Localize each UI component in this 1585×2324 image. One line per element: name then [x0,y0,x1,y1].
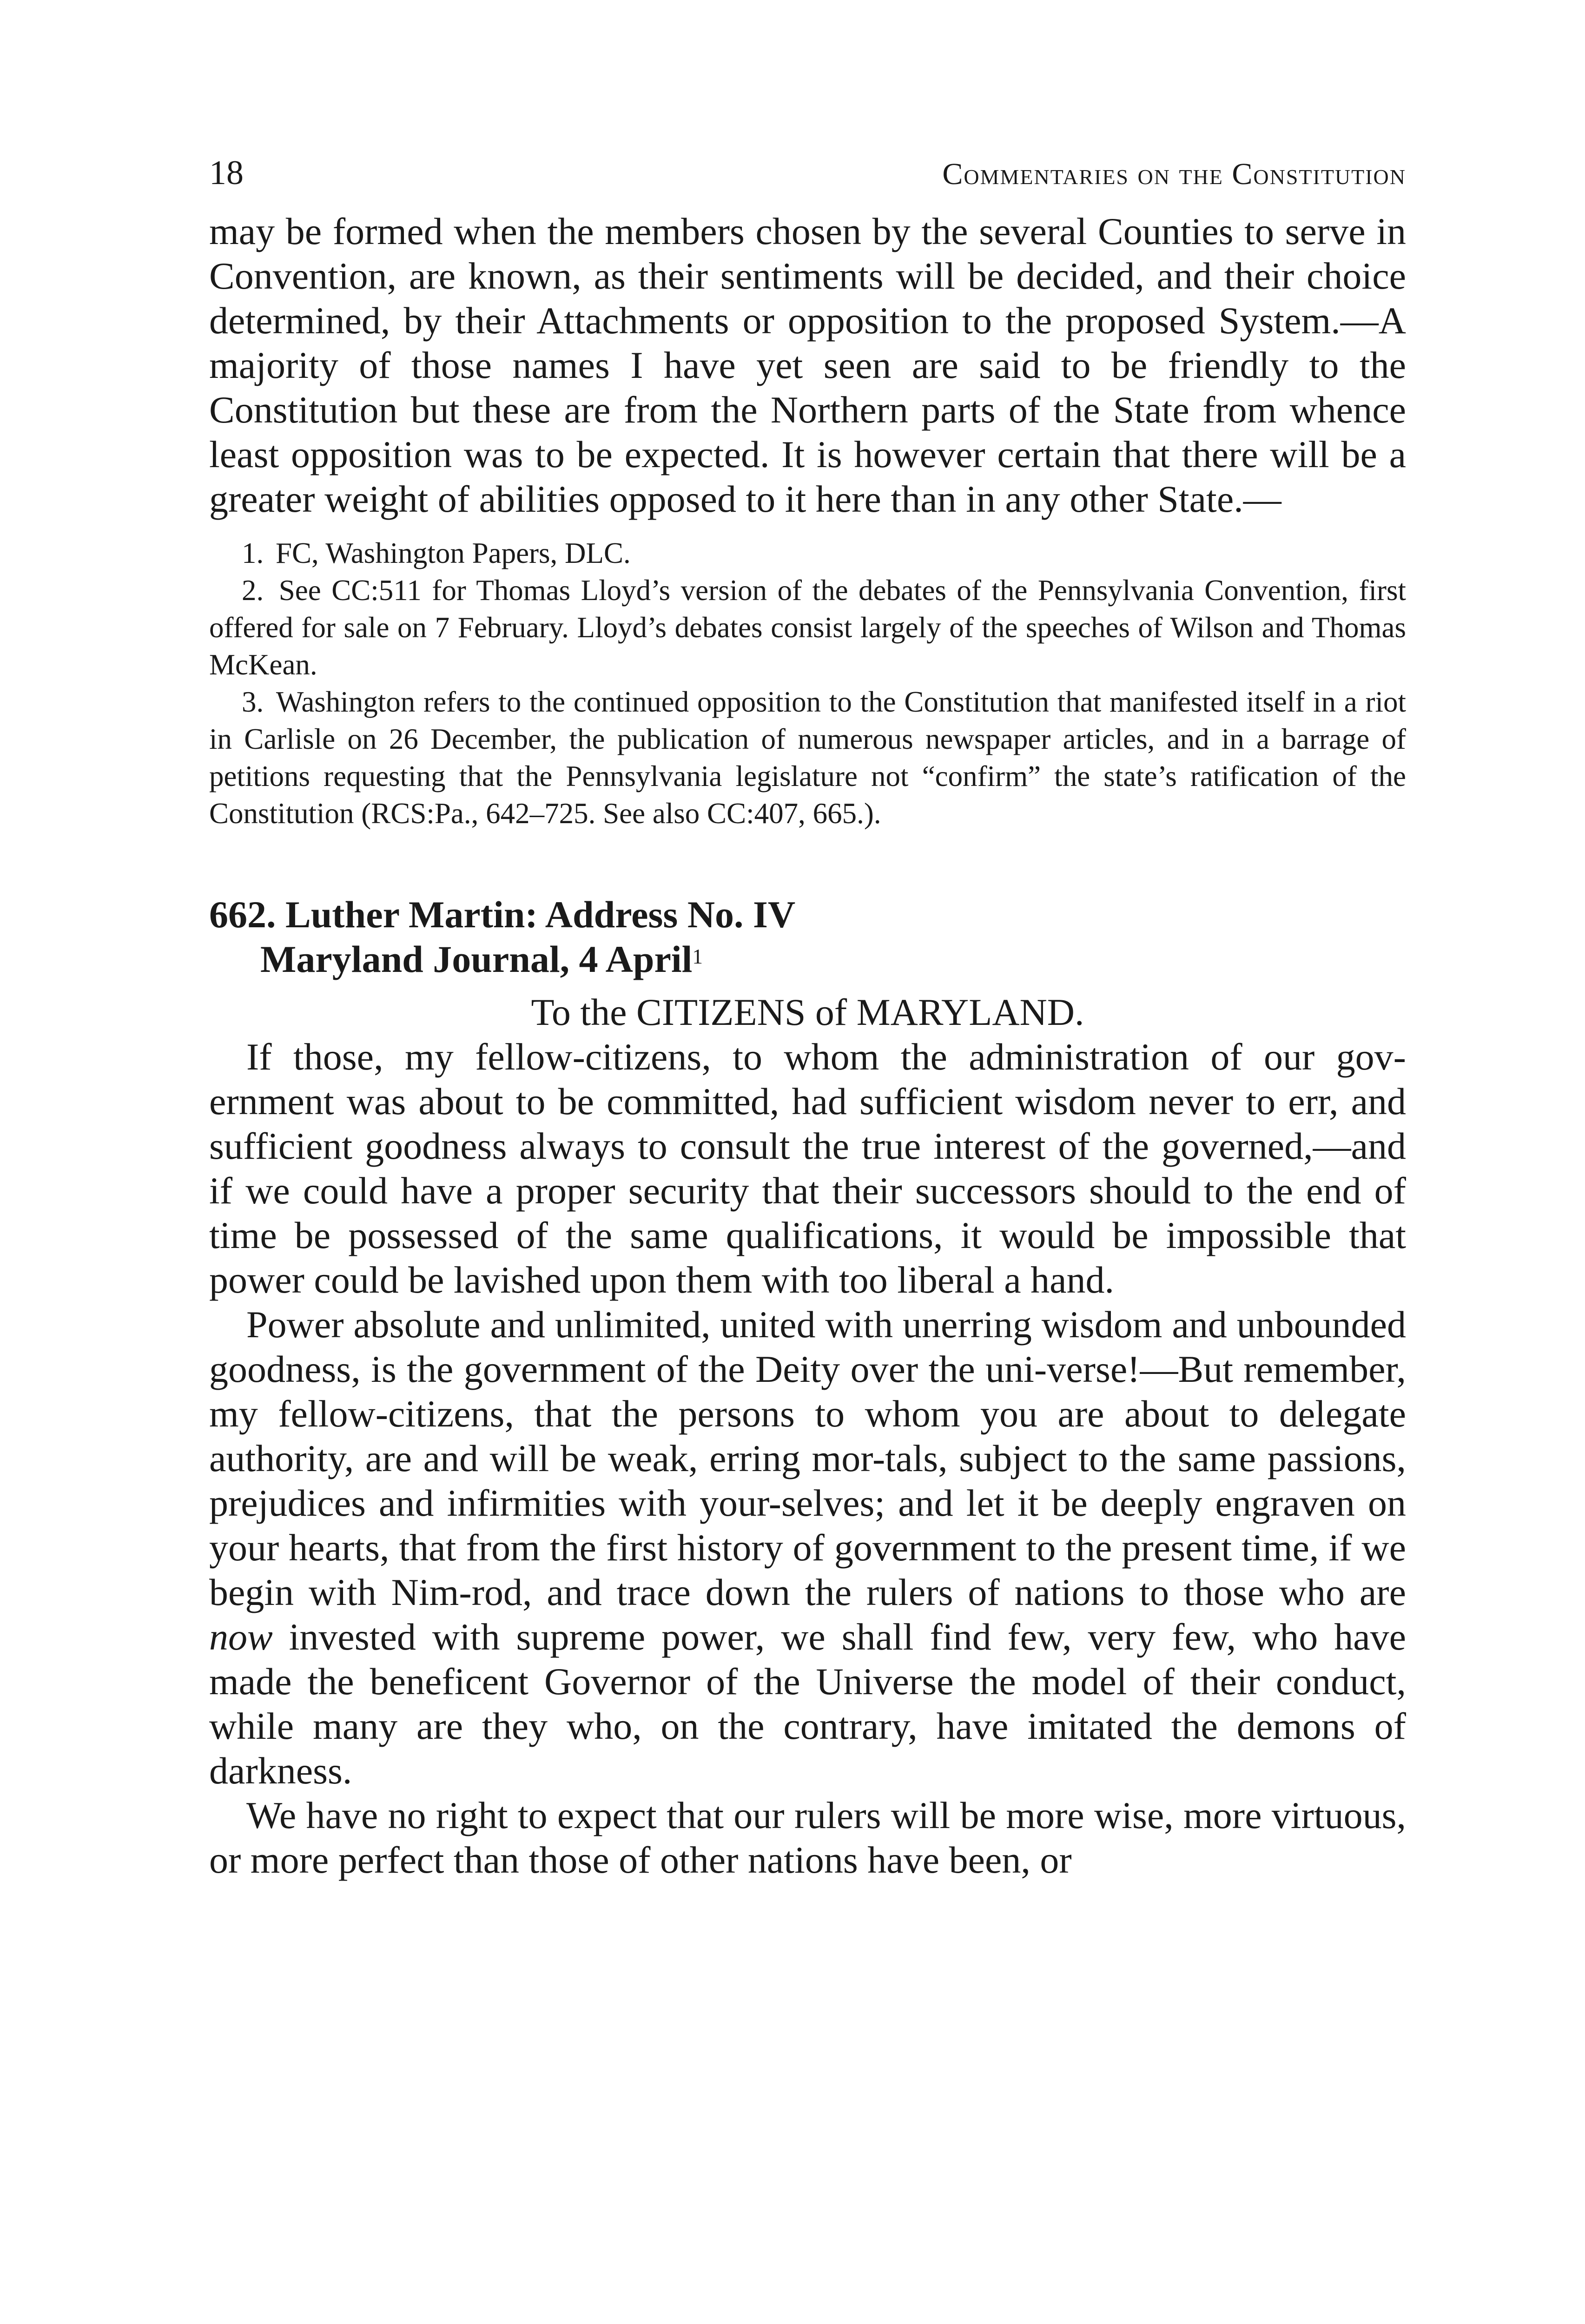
emphasis-now: now [209,1616,273,1658]
footnote-text: FC, Washington Papers, DLC. [276,537,631,569]
footnote-text: Washington refers to the continued opposition to the Constitution that manifested itself in a riot in Carlisle on 26 December, the publication of numerous newspaper articles, and in a barrage of petitions requesting that the Pennsylvania legislature not “confirm” the state’s ratification of the Constitution (RCS:Pa., 642–725. See also CC:407, 665.). [209,686,1406,830]
running-title: Commentaries on the Constitution [942,157,1406,191]
book-page [209,153,1406,1882]
footnote-text: See CC:511 for Thomas Lloyd’s version of the debates of the Pennsylvania Convention, first offered for sale on 7 February. Lloyd’s debates consist largely of the speeches of Wilson and Thomas McKean. [209,574,1406,681]
document-title: Luther Martin: Address No. IV [285,893,796,936]
footnote-number: 3. [242,686,264,718]
footnote [209,572,1406,683]
document-title-line [209,892,1406,937]
document-heading [209,892,1406,982]
paragraph-3: We have no right to expect that our rulers will be more wise, more virtuous, or more perfect than those of other nations have been, or [209,1794,1406,1881]
document-source: Maryland Journal, 4 April [260,938,693,980]
continued-letter-text: may be formed when the members chosen by the several Counties to serve in Convention, are known, as their sentiments will be decided, and their choice determined, by their Attachments or opposition to the proposed System.—A majority of those names I have yet seen are said to be friendly to the Constitution but these are from the Northern parts of the State from whence least opposition was to be expected. It is however certain that there will be a greater weight of abilities opposed to it here than in any other State.— [209,210,1406,520]
footnotes [209,535,1406,832]
paragraph-1: If those, my fellow-citizens, to whom the administration of our gov-ernment was about to be committed, had sufficient wisdom never to err, and sufficient goodness always to consult the true interest of the governed,—and if we could have a proper security that their successors should to the end of time be possessed of the same qualifications, it would be impossible that power could be lavished upon them with too liberal a hand. [209,1036,1406,1301]
source-note-ref: 1 [692,945,703,968]
footnote [209,683,1406,832]
footnote [209,535,1406,572]
footnote-number: 2. [242,574,264,607]
document-number: 662. [209,893,276,936]
paragraph-2-text-a: Power absolute and unlimited, united with unerring wisdom and unbounded goodness, is the government of the Deity over the uni-verse!—But remember, my fellow-citizens, that the persons to whom you are about to delegate authority, are and will be weak, erring mor-tals, subject to the same passions, prejudices and infirmities with your-selves; and let it be deeply engraven on your hearts, that from the first history of government to the present time, if we begin with Nim-rod, and trace down the rulers of nations to those who are [209,1303,1406,1613]
running-head [209,153,1406,209]
document-source-line [209,937,1406,982]
page-number: 18 [209,154,244,192]
paragraph-2 [209,1302,1406,1793]
footnote-number: 1. [242,537,264,569]
paragraph-2-text-b: invested with supreme power, we shall find few, very few, who have made the beneficent Governor of the Universe the model of their conduct, while many are they who, on the contrary, have imitated the demons of darkness. [209,1616,1406,1792]
salutation: To the CITIZENS of MARYLAND. [531,991,1084,1033]
